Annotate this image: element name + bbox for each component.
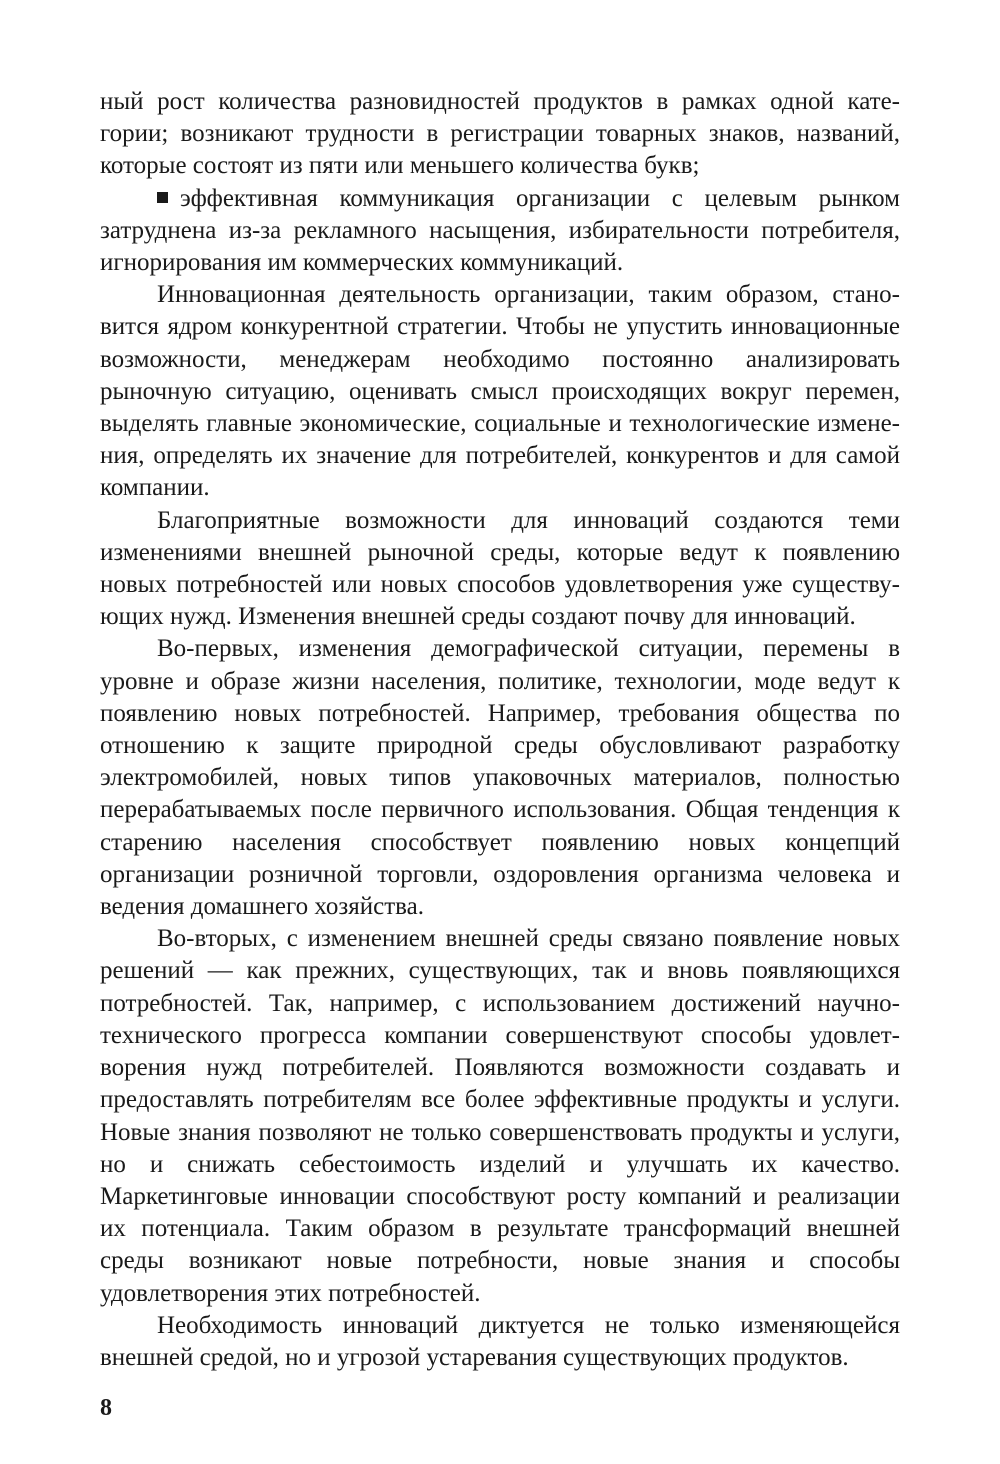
- paragraph: Благоприятные возможности для инноваций создаются теми изменениями внешней рыночной среды, которые ведут к появлению новых потребностей или новых способов удовлетворения уже существующих нужд. Изменения внешней среды создают почву для инноваций.: [100, 506, 900, 631]
- page-body: [100, 86, 900, 1374]
- bullet-item-text: эффективная коммуникация организации с целевым рынком затруднена из-за рекламного насыщения, избирательности потребителя, игнорирования им коммерческих коммуникаций.: [100, 184, 900, 277]
- paragraph: Во-вторых, с изменением внешней среды связано появление новых решений — как прежних, существующих, так и вновь появляющихся потребностей. Так, например, с использованием достижений научно-технического прогресса компании совершенствуют способы удовлетворения нужд потребителей. Появляются возможности создавать и предоставлять потребителям все более эффективные продукты и услуги. Новые знания позволяют не только совершенствовать продукты и услуги, но и снижать себестоимость изделий и улучшать их качество. Маркетинговые инновации способствуют росту компаний и реализации их потенциала. Таким образом в результате трансформаций внешней среды возникают новые потребности, новые знания и способы удовлетворения этих потребностей.: [100, 925, 900, 1307]
- page-number: 8: [100, 1395, 112, 1421]
- bullet-item: [100, 183, 900, 280]
- paragraph: Инновационная деятельность организации, таким образом, становится ядром конкурентной стратегии. Чтобы не упустить инновационные возможности, менеджерам необходимо постоянно анализировать рыночную ситуацию, оценивать смысл происходящих вокруг перемен, выделять главные экономические, социальные и технологические изменения, определять их значение для потребителей, конкурентов и для самой компании.: [100, 281, 900, 502]
- paragraph-continued: ный рост количества разновидностей продуктов в рамках одной категории; возникают трудности в регистрации товарных знаков, названий, которые состоят из пяти или меньшего количества букв;: [100, 88, 900, 180]
- paragraph: Во-первых, изменения демографической ситуации, перемены в уровне и образе жизни населения, политике, технологии, моде ведут к появлению новых потребностей. Например, требования общества по отношению к защите природной среды обусловливают разработку электромобилей, новых типов упаковочных материалов, полностью перерабатываемых после первичного использования. Общая тенденция к старению населения способствует появлению новых концепций организации розничной торговли, оздоровления организма человека и ведения домашнего хозяйства.: [100, 635, 900, 921]
- paragraph: Необходимость инноваций диктуется не только изменяющейся внешней средой, но и угрозой устаревания существующих продуктов.: [100, 1311, 900, 1371]
- bullet-square-icon: [157, 192, 168, 203]
